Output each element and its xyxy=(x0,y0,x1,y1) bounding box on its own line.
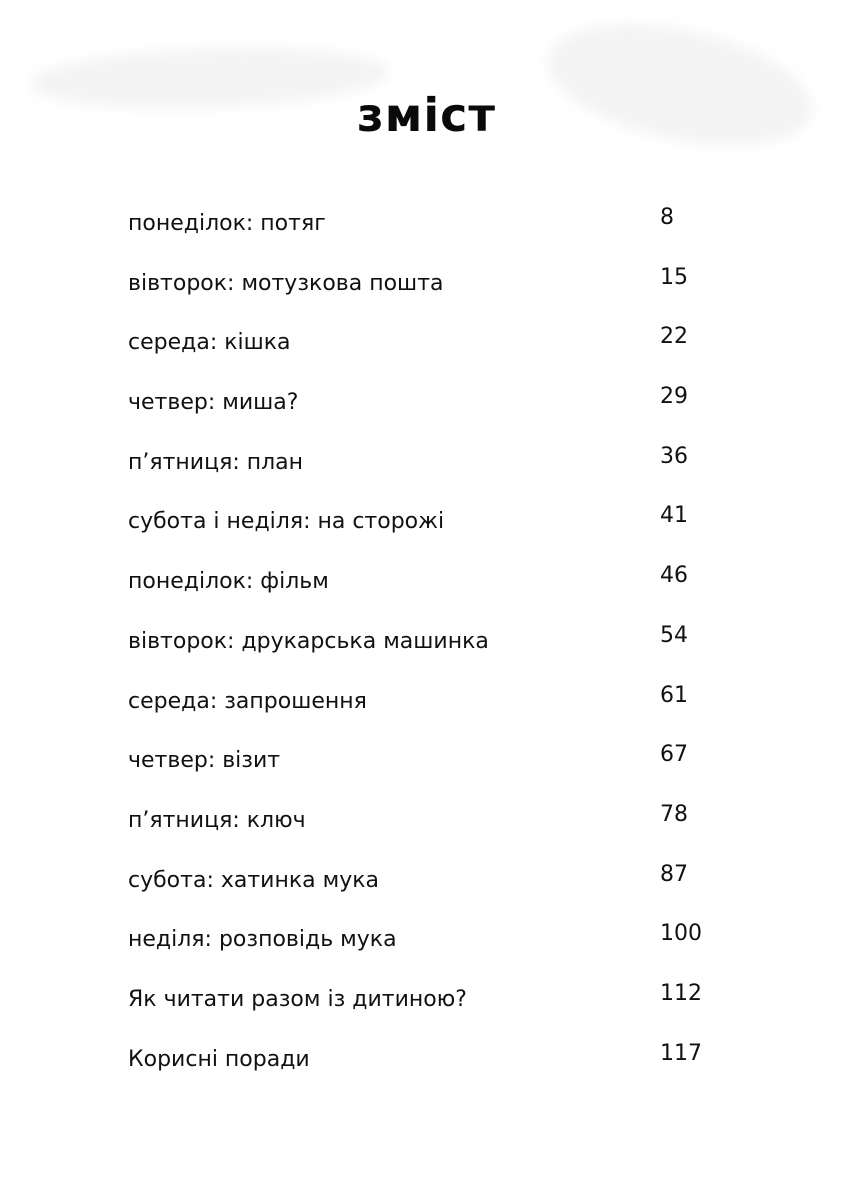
toc-entry[interactable] xyxy=(128,194,728,254)
toc-entry-page: 41 xyxy=(660,503,688,529)
toc-entry[interactable] xyxy=(128,970,728,1030)
table-of-contents xyxy=(128,194,728,1089)
toc-entry[interactable] xyxy=(128,313,728,373)
toc-entry-page: 87 xyxy=(660,861,688,887)
toc-entry-page: 78 xyxy=(660,801,688,827)
toc-entry-page: 22 xyxy=(660,324,688,350)
toc-entry[interactable] xyxy=(128,910,728,970)
toc-entry[interactable] xyxy=(128,552,728,612)
toc-entry[interactable] xyxy=(128,373,728,433)
toc-entry-title: понеділок: фільм xyxy=(128,569,329,595)
toc-entry-page: 100 xyxy=(660,921,702,947)
toc-entry[interactable] xyxy=(128,731,728,791)
toc-entry[interactable] xyxy=(128,612,728,672)
toc-entry[interactable] xyxy=(128,433,728,493)
toc-entry-title: середа: кішка xyxy=(128,330,291,356)
toc-entry[interactable] xyxy=(128,791,728,851)
toc-entry-page: 8 xyxy=(660,205,674,230)
toc-entry-page: 117 xyxy=(660,1040,702,1066)
toc-entry-title: п’ятниця: ключ xyxy=(128,807,306,833)
toc-entry-title: понеділок: потяг xyxy=(128,211,326,236)
toc-entry[interactable] xyxy=(128,672,728,732)
page-title: зміст xyxy=(356,88,497,142)
toc-entry-page: 36 xyxy=(660,443,688,469)
toc-entry-title: неділя: розповідь мука xyxy=(128,927,397,953)
background-smudge xyxy=(537,3,824,167)
toc-entry-title: вівторок: мотузкова пошта xyxy=(128,270,444,296)
toc-entry-title: Корисні поради xyxy=(128,1046,310,1072)
toc-entry-page: 29 xyxy=(660,384,688,410)
toc-entry[interactable] xyxy=(128,492,728,552)
toc-entry-page: 61 xyxy=(660,682,688,708)
toc-entry-page: 112 xyxy=(660,980,702,1006)
toc-entry-title: субота: хатинка мука xyxy=(128,867,379,893)
toc-entry-title: середа: запрошення xyxy=(128,688,367,714)
toc-entry[interactable] xyxy=(128,1030,728,1090)
toc-entry-page: 15 xyxy=(660,264,688,290)
toc-entry-page: 46 xyxy=(660,563,688,589)
toc-entry-title: п’ятниця: план xyxy=(128,449,304,475)
toc-entry-page: 54 xyxy=(660,622,688,648)
toc-entry-title: вівторок: друкарська машинка xyxy=(128,628,489,654)
toc-entry-title: четвер: візит xyxy=(128,748,281,774)
toc-entry-title: Як читати разом із дитиною? xyxy=(128,986,467,1012)
toc-entry[interactable] xyxy=(128,254,728,314)
toc-entry-title: субота і неділя: на сторожі xyxy=(128,509,445,535)
toc-entry-page: 67 xyxy=(660,742,688,768)
toc-entry-title: четвер: миша? xyxy=(128,390,299,416)
toc-entry[interactable] xyxy=(128,851,728,911)
